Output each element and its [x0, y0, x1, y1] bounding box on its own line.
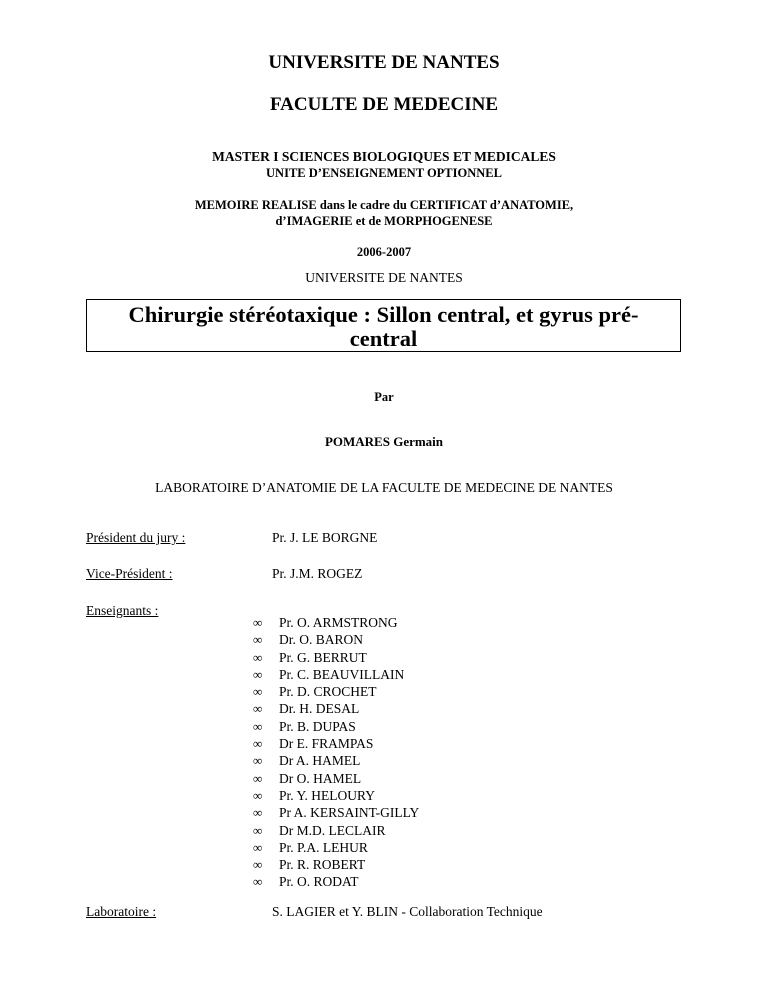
teacher-item [253, 787, 419, 804]
memoire-line-1: MEMOIRE REALISE dans le cadre du CERTIFICAT d’ANATOMIE, [194, 198, 574, 212]
infinity-bullet-icon: ∞ [253, 770, 263, 786]
teacher-name: Dr M.D. LECLAIR [279, 822, 386, 838]
infinity-bullet-icon: ∞ [253, 701, 263, 717]
master-title: MASTER I SCIENCES BIOLOGIQUES ET MEDICALES [212, 149, 556, 164]
teacher-name: Dr A. HAMEL [279, 753, 361, 769]
laboratory-value: S. LAGIER et Y. BLIN - Collaboration Technique [272, 904, 543, 919]
infinity-bullet-icon: ∞ [253, 839, 263, 855]
teacher-name: Dr E. FRAMPAS [279, 736, 374, 752]
thesis-title-box [86, 299, 681, 352]
teacher-name: Pr. B. DUPAS [279, 718, 356, 734]
by-label: Par [374, 390, 394, 404]
teachers-label: Enseignants : [86, 603, 159, 618]
teacher-name: Pr. R. ROBERT [279, 857, 366, 873]
teacher-name: Pr. C. BEAUVILLAIN [279, 666, 405, 682]
infinity-bullet-icon: ∞ [253, 632, 263, 648]
teacher-item [253, 822, 419, 839]
faculty-title: FACULTE DE MEDECINE [269, 94, 499, 115]
teacher-name: Pr. D. CROCHET [279, 684, 377, 700]
infinity-bullet-icon: ∞ [253, 857, 263, 873]
teacher-name: Pr. G. BERRUT [279, 649, 367, 665]
infinity-bullet-icon: ∞ [253, 753, 263, 769]
teacher-item [253, 856, 419, 873]
teacher-item [253, 649, 419, 666]
teacher-name: Pr. P.A. LEHUR [279, 839, 368, 855]
infinity-bullet-icon: ∞ [253, 874, 263, 890]
teacher-name: Dr. H. DESAL [279, 701, 360, 717]
laboratory-title: LABORATOIRE D’ANATOMIE DE LA FACULTE DE MEDECINE DE NANTES [155, 480, 613, 495]
teacher-item [253, 804, 419, 821]
infinity-bullet-icon: ∞ [253, 718, 263, 734]
memoire-line-2: d’IMAGERIE et de MORPHOGENESE [275, 214, 493, 228]
infinity-bullet-icon: ∞ [253, 787, 263, 803]
infinity-bullet-icon: ∞ [253, 649, 263, 665]
teacher-item [253, 873, 419, 890]
teacher-item [253, 839, 419, 856]
infinity-bullet-icon: ∞ [253, 615, 263, 630]
academic-year: 2006-2007 [356, 245, 412, 259]
vice-president-label: Vice-Président : [86, 566, 173, 581]
teacher-item [253, 718, 419, 735]
infinity-bullet-icon: ∞ [253, 736, 263, 752]
teacher-item [253, 666, 419, 683]
university-title: UNIVERSITE DE NANTES [268, 52, 500, 73]
teacher-name: Pr. O. ARMSTRONG [279, 615, 398, 630]
teacher-name: Pr A. KERSAINT-GILLY [279, 805, 420, 821]
infinity-bullet-icon: ∞ [253, 805, 263, 821]
teachers-list [253, 614, 419, 891]
teacher-name: Dr O. HAMEL [279, 770, 362, 786]
president-label: Président du jury : [86, 530, 186, 545]
thesis-title-line-1: Chirurgie stéréotaxique : Sillon central, et gyrus pré- [128, 302, 639, 327]
president-value: Pr. J. LE BORGNE [272, 530, 378, 545]
infinity-bullet-icon: ∞ [253, 666, 263, 682]
teacher-item [253, 735, 419, 752]
thesis-title-line-2: central [349, 326, 418, 351]
unit-title: UNITE D’ENSEIGNEMENT OPTIONNEL [266, 166, 502, 180]
teacher-name: Pr. Y. HELOURY [279, 787, 376, 803]
vice-president-value: Pr. J.M. ROGEZ [272, 566, 363, 581]
teacher-name: Dr. O. BARON [279, 632, 364, 648]
laboratory-label: Laboratoire : [86, 904, 157, 919]
teacher-item [253, 614, 419, 631]
university-subtitle: UNIVERSITE DE NANTES [305, 270, 463, 285]
teacher-item [253, 631, 419, 648]
teacher-name: Pr. O. RODAT [279, 874, 359, 890]
author-name: POMARES Germain [324, 434, 444, 449]
infinity-bullet-icon: ∞ [253, 684, 263, 700]
teacher-item [253, 700, 419, 717]
infinity-bullet-icon: ∞ [253, 822, 263, 838]
teacher-item [253, 770, 419, 787]
teacher-item [253, 752, 419, 769]
teacher-item [253, 683, 419, 700]
